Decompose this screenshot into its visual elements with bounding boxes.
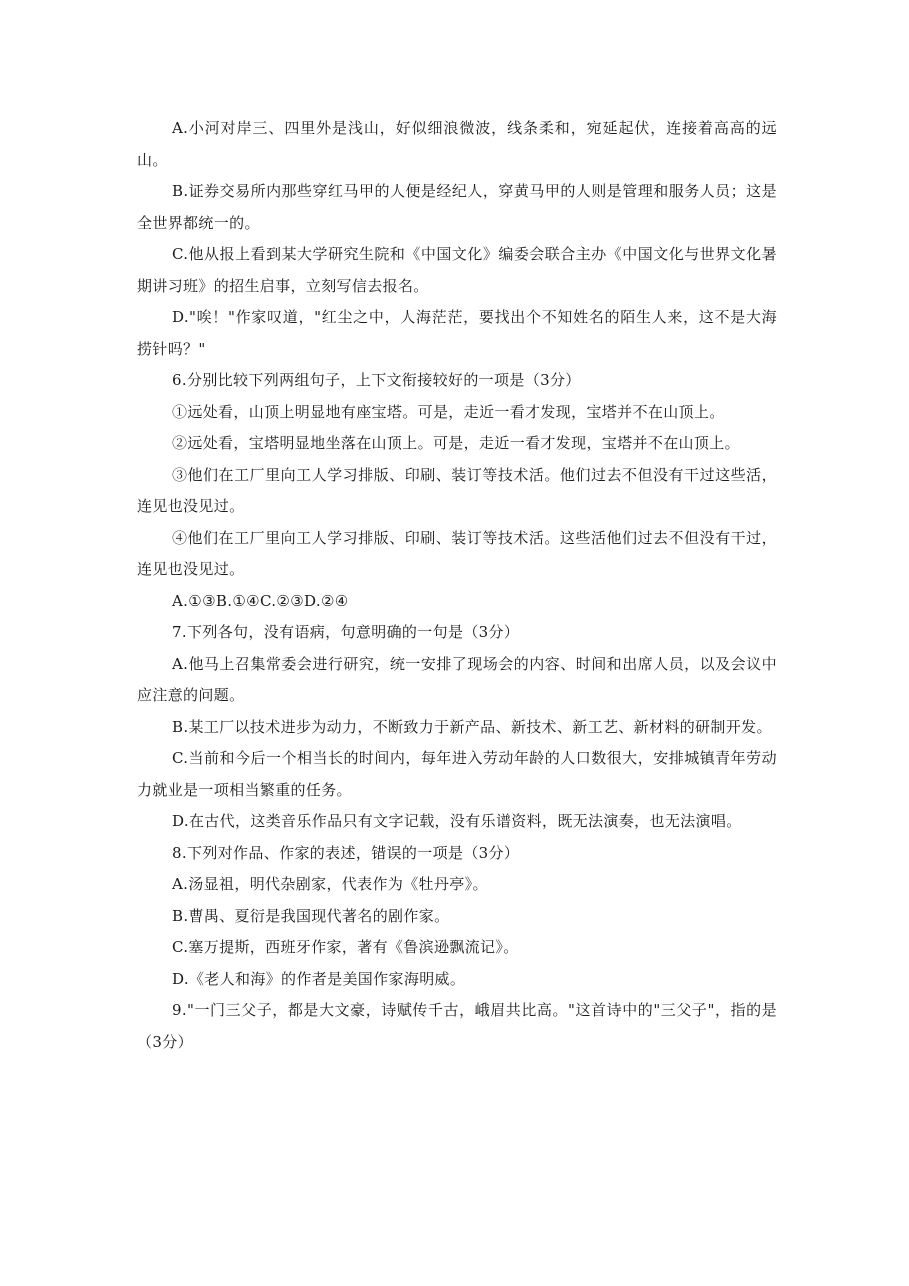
option-5a: A.小河对岸三、四里外是浅山，好似细浪微波，线条柔和，宛延起伏，连接着高高的远山。 [137, 119, 777, 169]
option-8a: A.汤显祖，明代杂剧家，代表作为《牡丹亭》。 [172, 875, 488, 893]
document-body [137, 113, 777, 1058]
option-8d: D.《老人和海》的作者是美国作家海明威。 [172, 969, 466, 988]
sentence-6-1: ①远处看，山顶上明显地有座宝塔。可是，走近一看才发现，宝塔并不在山顶上。 [172, 402, 725, 421]
option-7c: C.当前和今后一个相当长的时间内，每年进入劳动年龄的人口数很大，安排城镇青年劳动力就业是一项相当繁重的任务。 [137, 749, 777, 799]
option-8b: B.曹禺、夏衍是我国现代著名的剧作家。 [172, 906, 450, 925]
sentence-6-4: ④他们在工厂里向工人学习排版、印刷、装订等技术活。这些活他们过去不但没有干过，连见也没见过。 [137, 528, 777, 578]
option-7a: A.他马上召集常委会进行研究，统一安排了现场会的内容、时间和出席人员，以及会议中应注意的问题。 [137, 654, 777, 704]
question-7: 7.下列各句，没有语病，句意明确的一句是（3分） [172, 623, 520, 641]
option-5c: C.他从报上看到某大学研究生院和《中国文化》编委会联合主办《中国文化与世界文化暑期讲习班》的招生启事，立刻写信去报名。 [137, 245, 777, 295]
option-5d: D."唉！"作家叹道，"红尘之中，人海茫茫，要找出个不知姓名的陌生人来，这不是大海捞针吗？" [137, 308, 777, 358]
sentence-6-3: ③他们在工厂里向工人学习排版、印刷、装订等技术活。他们过去不但没有干过这些活，连见也没见过。 [137, 465, 777, 515]
option-7d: D.在古代，这类音乐作品只有文字记载，没有乐谱资料，既无法演奏，也无法演唱。 [172, 812, 742, 830]
question-8: 8.下列对作品、作家的表述，错误的一项是（3分） [172, 843, 520, 862]
option-8c: C.塞万提斯，西班牙作家，著有《鲁滨逊飘流记》。 [172, 938, 519, 956]
question-9: 9."一门三父子，都是大文豪，诗赋传千古，峨眉共比高。"这首诗中的"三父子"，指的是（3分） [137, 1001, 777, 1051]
option-5b: B.证券交易所内那些穿红马甲的人便是经纪人，穿黄马甲的人则是管理和服务人员；这是全世界都统一的。 [137, 182, 777, 232]
question-6: 6.分别比较下列两组句子，上下文衔接较好的一项是（3分） [172, 371, 581, 389]
options-6: A.①③B.①④C.②③D.②④ [172, 591, 349, 610]
sentence-6-2: ②远处看，宝塔明显地坐落在山顶上。可是，走近一看才发现，宝塔并不在山顶上。 [172, 434, 740, 452]
option-7b: B.某工厂以技术进步为动力，不断致力于新产品、新技术、新工艺、新材料的研制开发。 [172, 717, 772, 736]
